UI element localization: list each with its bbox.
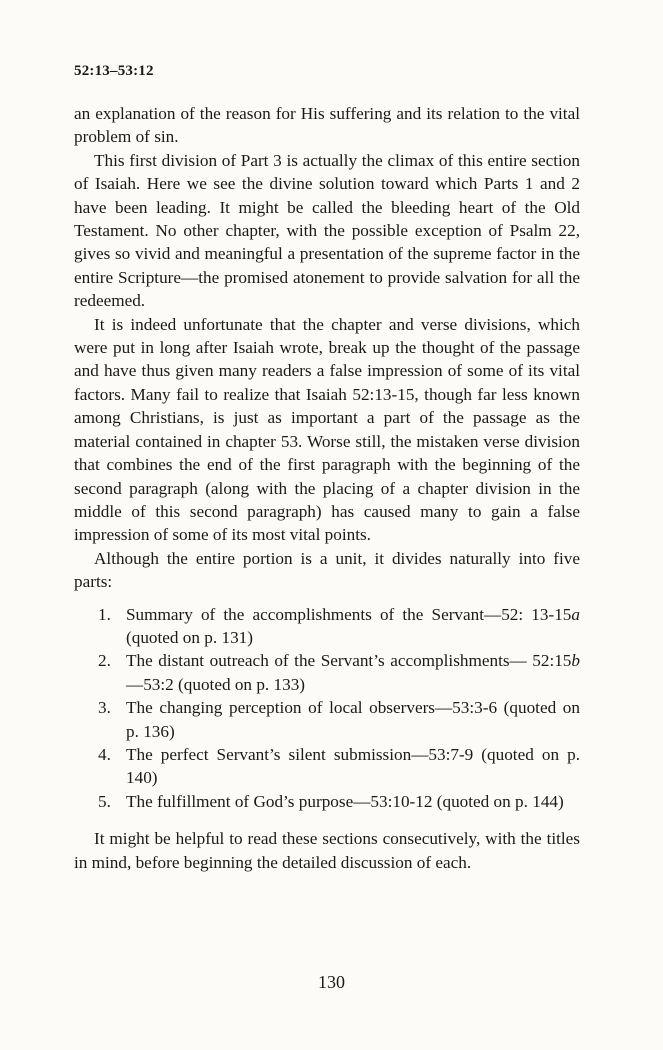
- paragraph-climax: This first division of Part 3 is actually the climax of this entire section of Isaiah. Here we see the divine solution toward which Parts 1 and 2 have been leading. It might be called the bleeding heart of the Old Testament. No other chapter, with the possible exception of Psalm 22, gives so vivid and meaningful a presentation of the supreme factor in the entire Scripture—the promised atonement to provide salvation for all the redeemed.: [74, 150, 580, 311]
- five-parts-list: [74, 603, 580, 814]
- list-item: [74, 649, 580, 696]
- list-item-text: The changing perception of local observers—53:3-6 (quoted on p. 136): [126, 698, 580, 741]
- page-body: [74, 60, 580, 874]
- list-item-text: The distant outreach of the Servant’s accomplishments— 52:15b—53:2 (quoted on p. 133): [126, 651, 580, 694]
- page-number: 130: [318, 972, 345, 992]
- list-item: [74, 696, 580, 743]
- list-item: [74, 743, 580, 790]
- list-item-text: Summary of the accomplishments of the Servant—52: 13-15a (quoted on p. 131): [126, 604, 580, 647]
- paragraph-closing: It might be helpful to read these sections consecutively, with the titles in mind, before beginning the detailed discussion of each.: [74, 829, 580, 872]
- list-item: [74, 603, 580, 650]
- paragraph-divisions: It is indeed unfortunate that the chapter and verse divisions, which were put in long after Isaiah wrote, break up the thought of the passage and have thus given many readers a false impression of some of its vital factors. Many fail to realize that Isaiah 52:13-15, though far less known among Christians, is just as important a part of the passage as the material contained in chapter 53. Worse still, the mistaken verse division that combines the end of the first paragraph with the beginning of the second paragraph (along with the placing of a chapter division in the middle of this second paragraph) has caused many to gain a false impression of some of its most vital points.: [74, 314, 580, 545]
- list-item-number: 1.: [98, 604, 111, 624]
- list-item-number: 5.: [98, 791, 111, 811]
- list-item-number: 4.: [98, 744, 111, 764]
- paragraph-five-parts-intro: Although the entire portion is a unit, it divides naturally into five parts:: [74, 548, 580, 592]
- list-item-text: The perfect Servant’s silent submission—53:7-9 (quoted on p. 140): [126, 744, 580, 788]
- list-item: [74, 790, 580, 813]
- list-item-number: 3.: [98, 698, 111, 718]
- list-item-number: 2.: [98, 651, 111, 671]
- list-item-text: The fulfillment of God’s purpose—53:10-12 (quoted on p. 144): [126, 791, 564, 811]
- paragraph-continued: an explanation of the reason for His suffering and its relation to the vital problem of sin.: [74, 104, 580, 147]
- running-head: 52:13–53:12: [74, 63, 154, 79]
